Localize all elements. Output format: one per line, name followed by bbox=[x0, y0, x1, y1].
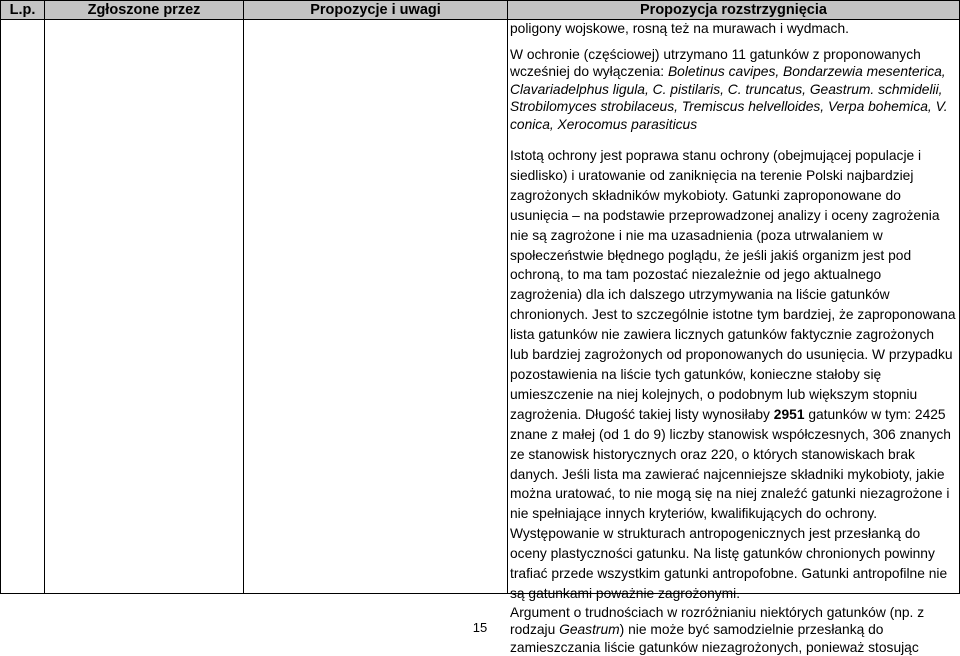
page-number: 15 bbox=[472, 620, 488, 635]
column-divider bbox=[44, 1, 45, 593]
header-lp: L.p. bbox=[9, 2, 36, 18]
paragraph-justification: Istotą ochrony jest poprawa stanu ochrony (obejmującej populacje i siedlisko) i uratowanie od zaniknięcia na terenie Polski najbardziej zagrożonych składników mykobioty. Gatunki zaproponowane do usunięcia – na podstawie przeprowadzonej analizy i oceny zagrożenia nie są zagrożone i nie ma uzasadnienia (poza utrwalaniem w społeczeństwie błędnego poglądu, że jeśli jakiś organizm jest pod ochroną, to ma tam pozostać niezależnie od jego aktualnego zagrożenia) dla ich dalszego utrzymywania na liście gatunków chronionych. Jest to szczególnie istotne tym bardziej, że zaproponowana lista gatunków nie zawiera licznych gatunków faktycznie zagrożonych lub bardziej zagrożonych od proponowanych do usunięcia. W przypadku pozostawienia na liście tych gatunków, konieczne stałoby się umieszczenie na niej kolejnych, o podobnym lub większym stopniu zagrożenia. Długość takiej listy wynosiłaby 2951 gatunków w tym: 2425 znane z małej (od 1 do 9) liczby stanowisk współczesnych, 306 znanych ze stanowisk historycznych oraz 220, o których stanowiskach brak danych. Jeśli lista ma zawierać najcenniejsze składniki mykobioty, jakie można uratować, to nie mogą się na niej znaleźć gatunki niezagrożone i nie spełniające innych kryteriów, kwalifikujących do ochrony. Występowanie w strukturach antropogenicznych jest przesłanką do oceny plastyczności gatunku. Na listę gatunków chronionych powinny trafiać przede wszystkim gatunki antropofobne. Gatunki antropofilne nie są gatunkami poważnie zagrożonymi. bbox=[510, 148, 956, 601]
column-divider bbox=[243, 1, 244, 593]
genus-name: Geastrum bbox=[559, 622, 620, 638]
paragraph-argument: Argument o trudnościach w rozróżnianiu niektórych gatunków (np. z rodzaju Geastrum) nie może być samodzielnie przesłanką do zamieszczania liście gatunków niezagrożonych, ponieważ stosując bbox=[510, 604, 925, 655]
paragraph-retained-species: W ochronie (częściowej) utrzymano 11 gatunków z proponowanych wcześniej do wyłączenia: Boletinus cavipes, Bondarzewia mesenterica, Clavariadelphus ligula, C. pistilaris, C. truncatus, Geastrum. schmidelii, Strobilomyces strobilaceus, Tremiscus helvelloides, Verpa bohemica, V. conica, Xerocomus parasiticus bbox=[510, 46, 948, 132]
header-zgloszone-przez: Zgłoszone przez bbox=[87, 2, 201, 18]
header-propozycja-rozstrzygniecia: Propozycja rozstrzygnięcia bbox=[640, 2, 827, 18]
species-list: Boletinus cavipes, Bondarzewia mesenterica, Clavariadelphus ligula, C. pistilaris, C. truncatus, Geastrum. schmidelii, Strobilomyces strobilaceus, Tremiscus helvelloides, Verpa bohemica, V. conica, Xerocomus parasiticus bbox=[510, 64, 948, 132]
species-count: 2951 bbox=[773, 406, 805, 422]
paragraph-intro: poligony wojskowe, rosną też na murawach i wydmach. bbox=[510, 21, 849, 36]
header-propozycje-i-uwagi: Propozycje i uwagi bbox=[310, 2, 441, 18]
table-header bbox=[1, 1, 959, 20]
column-divider bbox=[507, 1, 508, 593]
resolution-cell bbox=[510, 20, 956, 656]
